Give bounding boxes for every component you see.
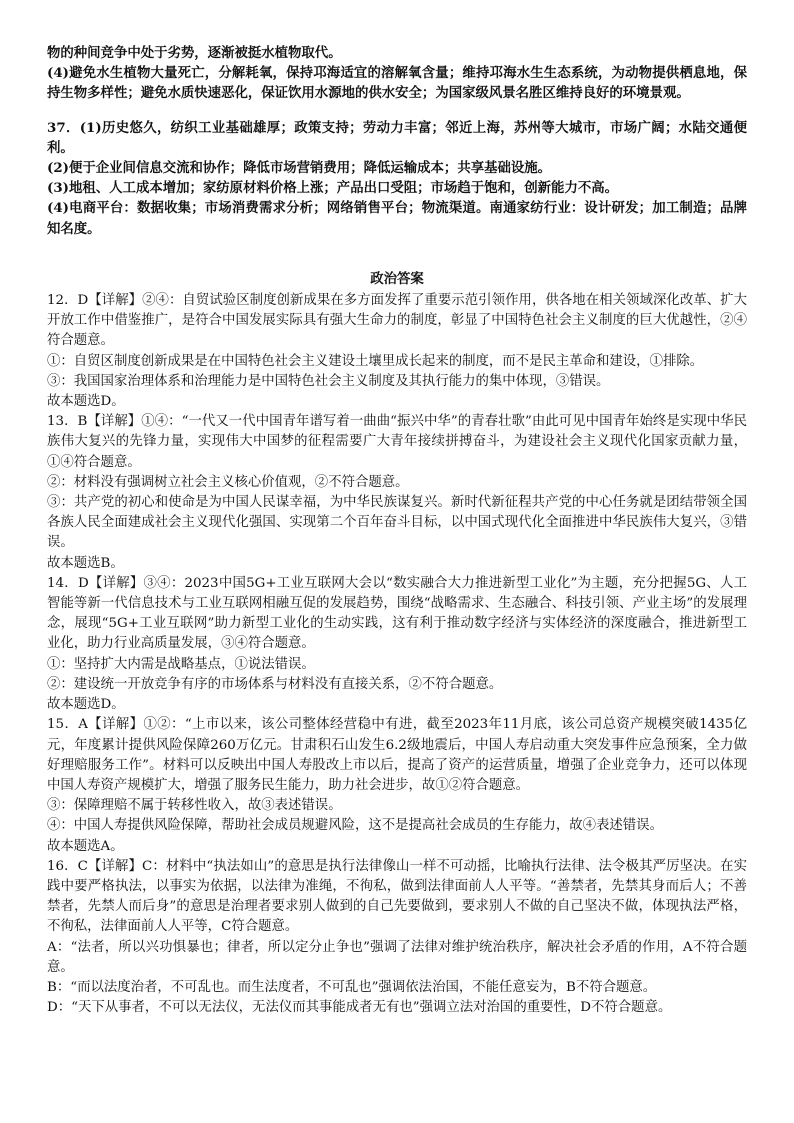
answer-line: ③：共产党的初心和使命是为中国人民谋幸福，为中华民族谋复兴。新时代新征程共产党的中心任务就是团结带领全国各族人民全面建成社会主义现代化强国、实现第二个百年奋斗目标，以中国式现代化全面推进中华民族伟大复兴，③错误。 — [47, 495, 747, 551]
politics-section-title: 政治答案 — [370, 270, 424, 287]
answer-line: (4)电商平台：数据收集；市场消费需求分析；网络销售平台；物流渠道。南通家纺行业：设计研发；加工制造；品牌知名度。 — [47, 200, 747, 237]
answer-line: D：“天下从事者，不可以无法仪，无法仪而其事能成者无有也”强调立法对治国的重要性，D不符合题意。 — [47, 1000, 672, 1016]
answer-page — [47, 43, 747, 1018]
answer-line: 16．C【详解】C：材料中“执法如山”的意思是执行法律像山一样不可动摇，比喻执行法律、法令极其严厉坚决。在实践中要严格执法，以事实为依据，以法律为准绳，不徇私，做到法律面前人人平等。“善禁者，先禁其身而后人；不善禁者，先禁人而后身”的意思是治理者要求别人做到的自己先要做到，要求别人不做的自己坚决不做，体现执法严格，不徇私，法律面前人人平等，C符合题意。 — [47, 858, 747, 935]
answer-line: (2)便于企业间信息交流和协作；降低市场营销费用；降低运输成本；共享基础设施。 — [47, 160, 552, 177]
answer-line: A：“法者，所以兴功惧暴也；律者，所以定分止争也”强调了法律对维护统治秩序，解决社会矛盾的作用，A不符合题意。 — [47, 939, 747, 975]
answer-line: 故本题选D。 — [47, 697, 125, 713]
answer-line: ①：自贸区制度创新成果是在中国特色社会主义建设土壤里成长起来的制度，而不是民主革命和建设，①排除。 — [47, 353, 704, 369]
answer-line: ④：中国人寿提供风险保障，帮助社会成员规避风险，这不是提高社会成员的生存能力，故④表述错误。 — [47, 818, 663, 834]
answer-line: 物的种间竞争中处于劣势，逐渐被挺水植物取代。 — [47, 45, 342, 61]
answer-line: (4)避免水生植物大量死亡，分解耗氧，保持邛海适宜的溶解氧含量；维持邛海水生生态系统，为动物提供栖息地，保持生物多样性；避免水质快速恶化，保证饮用水源地的供水安全；为国家级风景名胜区维持良好的环境景观。 — [47, 65, 747, 102]
answer-line: ③：我国国家治理体系和治理能力是中国特色社会主义制度及其执行能力的集中体现，③错误。 — [47, 373, 610, 389]
answer-line: (3)地租、人工成本增加；家纺原材料价格上涨；产品出口受阻；市场趋于饱和，创新能力不高。 — [47, 180, 619, 197]
answer-line: ①：坚持扩大内需是战略基点，①说法错误。 — [47, 656, 315, 672]
answer-line: ③：保障理赔不属于转移性收入，故③表述错误。 — [47, 798, 342, 814]
question-37-answer — [47, 118, 747, 239]
answer-line: 14．D【详解】③④：2023中国5G+工业互联网大会以“数实融合大力推进新型工业化”为主题，充分把握5G、人工智能等新一代信息技术与工业互联网相融互促的发展趋势，围绕“战略需求、生态融合、科技引领、产业主场”的发展理念，展现“5G+工业互联网”助力新型工业化的生动实践，这有利于推动数字经济与实体经济的深度融合，推进新型工业化，助力行业高质量发展，③④符合题意。 — [47, 575, 747, 652]
answer-line: ②：建设统一开放竞争有序的市场体系与材料没有直接关系，②不符合题意。 — [47, 676, 503, 692]
answer-line: ②：材料没有强调树立社会主义核心价值观，②不符合题意。 — [47, 474, 409, 490]
geography-answer-tail — [47, 43, 747, 104]
answer-line: 37．(1)历史悠久，纺织工业基础雄厚；政策支持；劳动力丰富；邻近上海，苏州等大城市，市场广阔；水陆交通便利。 — [47, 119, 747, 156]
answer-line: 15．A【详解】①②：“上市以来，该公司整体经营稳中有进，截至2023年11月底，该公司总资产规模突破1435亿元，年度累计提供风险保障260万亿元。甘肃积石山发生6.2级地震后，中国人寿启动重大突发事件应急预案，全力做好理赔服务工作”。材料可以反映出中国人寿股改上市以后，提高了资产的运营质量，增强了企业竞争力，还可以体现中国人寿资产规模扩大，增强了服务民生能力，助力社会进步，故①②符合题意。 — [47, 717, 747, 793]
answer-line: 故本题选D。 — [47, 394, 125, 410]
politics-answers — [47, 291, 747, 1018]
answer-line: 故本题选A。 — [47, 838, 124, 854]
answer-line: 故本题选B。 — [47, 555, 124, 571]
answer-line: B：“而以法度治者，不可乱也。而生法度者，不可乱也”强调依法治国，不能任意妄为，B不符合题意。 — [47, 979, 657, 995]
answer-line: 12．D【详解】②④：自贸试验区制度创新成果在多方面发挥了重要示范引领作用，供各地在相关领域深化改革、扩大开放工作中借鉴推广，是符合中国发展实际具有强大生命力的制度，彰显了中国特色社会主义制度的巨大优越性，②④符合题意。 — [47, 293, 747, 349]
answer-line: 13．B【详解】①④：“一代又一代中国青年谱写着一曲曲“振兴中华”的青春壮歌”由此可见中国青年始终是实现中华民族伟大复兴的先锋力量，实现伟大中国梦的征程需要广大青年接续拼搏奋斗，为建设社会主义现代化国家贡献力量，①④符合题意。 — [47, 414, 747, 470]
